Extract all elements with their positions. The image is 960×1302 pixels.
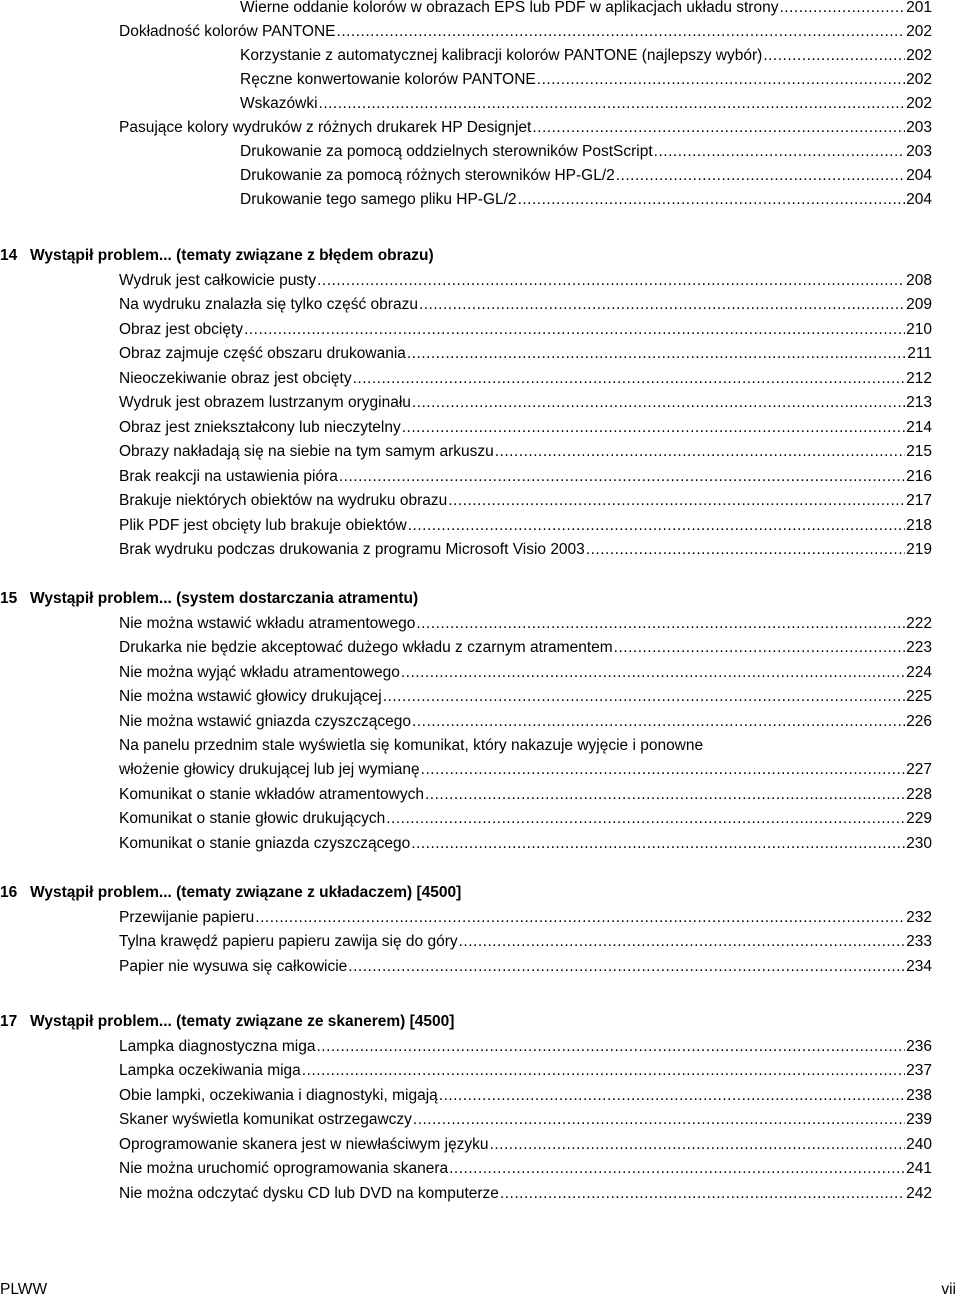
toc-page-number: 234 [906,957,932,975]
toc-entry[interactable] [119,636,932,660]
toc-entry-title: Wydruk jest całkowicie pusty [119,271,317,289]
toc-page-number: 223 [906,639,932,656]
toc-page-number: 211 [907,345,932,362]
chapter-heading[interactable] [0,1010,932,1034]
toc-page-number: 210 [906,320,932,338]
chapter-number: 14 [0,247,18,264]
toc-page-number: 238 [906,1086,932,1104]
toc-page-number: 202 [906,47,932,64]
toc-page-number: 208 [906,271,932,289]
toc-entry[interactable] [119,930,932,954]
toc-entry[interactable] [240,44,932,68]
dot-leader [255,906,905,930]
dot-leader [439,1084,905,1108]
dot-leader [348,955,905,979]
chapter-heading[interactable] [0,587,932,611]
toc-entry-title: Obraz zajmuje część obszaru drukowania [119,345,406,362]
toc-entry-title: Pasujące kolory wydruków z różnych drukarek HP Designjet [119,119,532,136]
toc-page-number: 228 [906,785,932,803]
toc-entry-title: Komunikat o stanie wkładów atramentowych [119,785,424,803]
toc-entry[interactable] [240,140,932,164]
toc-page-number: 204 [906,167,932,184]
toc-page-number: 217 [906,492,932,509]
chapter-heading[interactable] [0,881,932,905]
toc-page-number: 216 [906,467,932,485]
dot-leader [459,930,906,954]
toc-entry-title: Nie można odczytać dysku CD lub DVD na komputerze [119,1184,499,1202]
toc-entry[interactable] [119,661,932,685]
toc-page-number: 229 [906,810,932,827]
chapter-number: 15 [0,590,18,607]
toc-entry[interactable] [119,367,932,391]
dot-leader [779,0,905,20]
dot-leader [401,661,905,685]
dot-leader [518,188,906,212]
chapter-title: Wystąpił problem... (tematy związane ze skanerem) [4500] [30,1013,455,1030]
toc-entry[interactable] [119,1059,932,1083]
toc-page-number: 203 [906,119,932,136]
toc-entry[interactable] [119,1133,932,1157]
toc-entry[interactable] [240,0,932,20]
chapter-title: Wystąpił problem... (tematy związane z układaczem) [4500] [30,884,462,901]
toc-entry-title: Korzystanie z automatycznej kalibracji kolorów PANTONE (najlepszy wybór) [240,47,763,64]
toc-entry[interactable] [119,955,932,979]
toc-entry[interactable] [119,1084,932,1108]
toc-page-number: 226 [906,712,932,730]
dot-leader [449,1157,905,1181]
toc-page-number: 214 [906,418,932,436]
toc-entry[interactable] [119,416,932,440]
dot-leader [386,807,905,831]
toc-entry-title: Drukowanie za pomocą różnych sterowników HP-GL/2 [240,167,615,184]
toc-entry-title: Ręczne konwertowanie kolorów PANTONE [240,71,536,88]
toc-entry[interactable] [119,1182,932,1206]
toc-entry[interactable] [119,906,932,930]
dot-leader [586,538,905,562]
toc-page-number: 202 [906,71,932,88]
toc-page-number: 202 [906,23,932,40]
dot-leader [614,636,905,660]
toc-entry-title: Drukowanie tego samego pliku HP-GL/2 [240,191,517,208]
toc-page-number: 204 [906,191,932,208]
dot-leader [500,1182,905,1206]
toc-entry[interactable] [119,20,932,44]
toc-entry-title: Komunikat o stanie gniazda czyszczącego [119,834,411,852]
toc-entry[interactable] [119,293,932,317]
dot-leader [537,68,905,92]
dot-leader [532,116,905,140]
toc-page-number: 215 [906,443,932,460]
dot-leader [317,269,905,293]
dot-leader [763,44,905,68]
dot-leader [316,1035,905,1059]
toc-entry-title: Nie można wstawić gniazda czyszczącego [119,712,412,730]
toc-entry-title: Lampka oczekiwania miga [119,1062,301,1079]
toc-entry-title: Brak wydruku podczas drukowania z programu Microsoft Visio 2003 [119,541,585,558]
toc-page-number: 202 [906,95,932,112]
dot-leader [495,440,905,464]
toc-entry[interactable] [240,92,932,116]
chapter-number: 16 [0,884,18,901]
toc-entry-title: Na wydruku znalazła się tylko część obrazu [119,296,418,313]
dot-leader [353,367,906,391]
dot-leader [319,92,906,116]
toc-page-number: 203 [906,143,932,160]
dot-leader [408,514,905,538]
dot-leader [654,140,905,164]
dot-leader [421,758,905,782]
toc-page-number: 218 [906,516,932,534]
dot-leader [383,685,905,709]
chapter-title: Wystąpił problem... (tematy związane z błędem obrazu) [30,247,434,264]
toc-page-number: 212 [906,369,932,387]
toc-entry-title: Skaner wyświetla komunikat ostrzegawczy [119,1111,412,1128]
toc-entry-title: Obie lampki, oczekiwania i diagnostyki, migają [119,1086,438,1104]
toc-entry[interactable] [119,269,932,293]
toc-entry-title: Brak reakcji na ustawienia pióra [119,467,338,485]
toc-entry-title: Przewijanie papieru [119,908,255,926]
toc-entry-title: Nie można wyjąć wkładu atramentowego [119,663,400,681]
toc-entry[interactable] [240,188,932,212]
dot-leader [419,293,905,317]
toc-entry[interactable] [119,612,932,636]
toc-page-number: 213 [906,394,932,411]
toc-page-number: 239 [906,1111,932,1128]
toc-entry-title: Brakuje niektórych obiektów na wydruku obrazu [119,492,448,509]
dot-leader [413,1108,905,1132]
toc-entry[interactable] [119,807,932,831]
toc-page-number: 242 [906,1184,932,1202]
toc-entry-line[interactable]: Na panelu przednim stale wyświetla się komunikat, który nakazuje wyjęcie i ponowne [119,737,704,754]
footer-page-number: vii [941,1281,956,1298]
dot-leader [402,416,905,440]
toc-page-number: 219 [906,541,932,558]
toc-entry[interactable] [119,710,932,734]
dot-leader [302,1059,905,1083]
footer-product-code: PLWW [0,1281,48,1298]
toc-entry[interactable] [119,538,932,562]
toc-entry-title: Lampka diagnostyczna miga [119,1037,316,1055]
toc-entry-title: Nie można wstawić wkładu atramentowego [119,614,416,632]
toc-entry-title: Drukowanie za pomocą oddzielnych sterowników PostScript [240,143,653,160]
toc-page-number: 209 [906,296,932,313]
toc-entry[interactable] [119,783,932,807]
toc-entry[interactable] [119,342,932,366]
dot-leader [490,1133,906,1157]
toc-entry-title: Papier nie wysuwa się całkowicie [119,957,348,975]
dot-leader [337,20,906,44]
toc-page-number: 233 [906,933,932,950]
dot-leader [448,489,905,513]
toc-page-number: 237 [906,1062,932,1079]
toc-entry[interactable] [119,514,932,538]
dot-leader [616,164,905,188]
dot-leader [425,783,905,807]
toc-entry[interactable] [119,440,932,464]
toc-page-number: 222 [906,614,932,632]
dot-leader [407,342,906,366]
toc-entry[interactable] [240,164,932,188]
toc-page-number: 201 [906,0,932,16]
toc-entry[interactable] [119,758,932,782]
dot-leader [339,465,905,489]
toc-entry[interactable] [119,318,932,342]
toc-page-number: 241 [906,1160,932,1177]
toc-page-number: 225 [906,688,932,705]
toc-page-number: 227 [906,761,932,778]
toc-entry-title: Drukarka nie będzie akceptować dużego wkładu z czarnym atramentem [119,639,613,656]
toc-entry-title: Obraz jest zniekształcony lub nieczytelny [119,418,401,436]
dot-leader [412,710,905,734]
toc-page-number: 232 [906,908,932,926]
toc-entry-title: Obraz jest obcięty [119,320,244,338]
toc-entry-title: Nie można wstawić głowicy drukującej [119,688,382,705]
toc-entry-title: Tylna krawędź papieru papieru zawija się do góry [119,933,458,950]
toc-entry-title: Nieoczekiwanie obraz jest obcięty [119,369,352,387]
toc-entry[interactable] [119,1108,932,1132]
toc-entry-title: Plik PDF jest obcięty lub brakuje obiektów [119,516,407,534]
toc-entry[interactable] [119,489,932,513]
toc-entry[interactable] [119,1035,932,1059]
chapter-title: Wystąpił problem... (system dostarczania atramentu) [30,590,419,607]
toc-entry[interactable] [119,832,932,856]
toc-entry-title: Nie można uruchomić oprogramowania skanera [119,1160,449,1177]
toc-entry[interactable] [240,68,932,92]
toc-entry[interactable] [119,465,932,489]
chapter-heading[interactable] [0,244,932,268]
toc-page-number: 240 [906,1135,932,1153]
toc-entry[interactable] [119,685,932,709]
toc-entry-title: Wierne oddanie kolorów w obrazach EPS lub PDF w aplikacjach układu strony [240,0,779,16]
chapter-number: 17 [0,1013,18,1030]
toc-entry-title: Wydruk jest obrazem lustrzanym oryginału [119,394,411,411]
toc-page-number: 236 [906,1037,932,1055]
toc-entry-title: Oprogramowanie skanera jest w niewłaściwym języku [119,1135,489,1153]
toc-entry-title: Dokładność kolorów PANTONE [119,23,336,40]
toc-entry-title: włożenie głowicy drukującej lub jej wymianę [119,761,420,778]
toc-entry[interactable] [119,116,932,140]
toc-page-number: 224 [906,663,932,681]
dot-leader [416,612,905,636]
toc-entry-title: Obrazy nakładają się na siebie na tym samym arkuszu [119,443,494,460]
toc-entry[interactable] [119,1157,932,1181]
dot-leader [412,391,905,415]
toc-entry-title: Komunikat o stanie głowic drukujących [119,810,386,827]
toc-entry-title: Wskazówki [240,95,318,112]
dot-leader [244,318,905,342]
dot-leader [411,832,905,856]
toc-page-number: 230 [906,834,932,852]
toc-entry[interactable] [119,391,932,415]
